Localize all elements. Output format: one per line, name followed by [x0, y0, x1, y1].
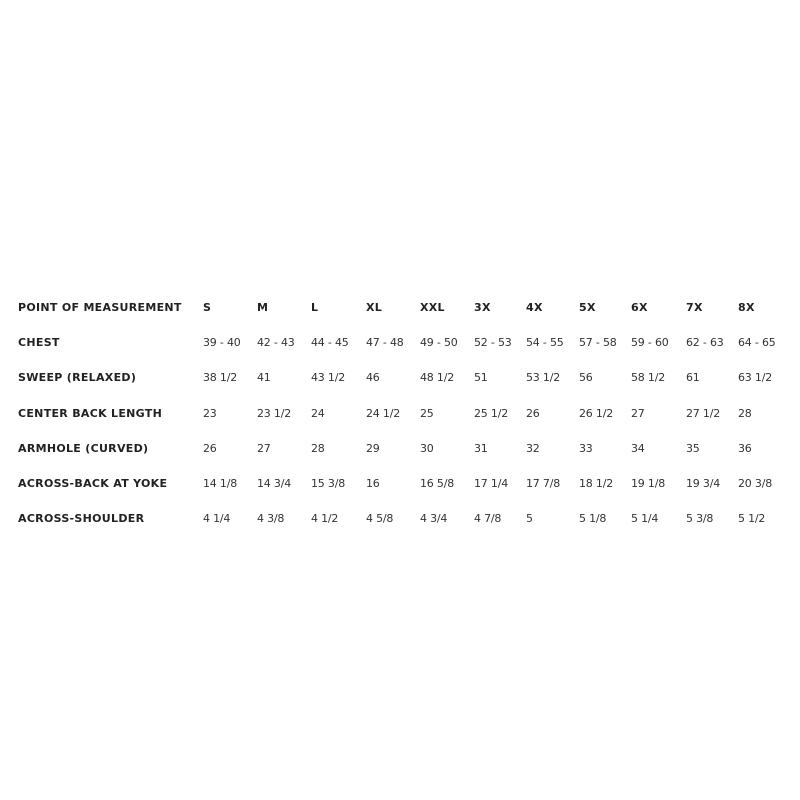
- row-label: CENTER BACK LENGTH: [18, 406, 163, 420]
- table-cell: 16 5/8: [420, 477, 454, 491]
- table-cell: 27 1/2: [686, 406, 720, 420]
- table-cell: 5 3/8: [686, 512, 714, 526]
- table-cell: 23 1/2: [257, 406, 291, 420]
- table-cell: 4 3/4: [420, 512, 448, 526]
- table-cell: 19 1/8: [631, 477, 665, 491]
- table-cell: 49 - 50: [420, 336, 458, 350]
- table-cell: 4 1/2: [311, 512, 339, 526]
- table-cell: 16: [366, 477, 380, 491]
- table-cell: 5 1/2: [738, 512, 766, 526]
- header-size-5x: 5X: [579, 301, 596, 315]
- header-size-4x: 4X: [526, 301, 543, 315]
- table-cell: 36: [738, 441, 752, 455]
- table-cell: 29: [366, 441, 380, 455]
- table-cell: 4 3/8: [257, 512, 285, 526]
- header-row: [18, 290, 788, 325]
- table-cell: 26: [203, 441, 217, 455]
- table-cell: 41: [257, 371, 271, 385]
- table-cell: 33: [579, 441, 593, 455]
- header-size-m: M: [257, 301, 269, 315]
- table-cell: 30: [420, 441, 434, 455]
- table-row-center-back-length: [18, 396, 788, 431]
- table-cell: 53 1/2: [526, 371, 560, 385]
- table-cell: 31: [474, 441, 488, 455]
- table-cell: 28: [738, 406, 752, 420]
- header-size-xxl: XXL: [420, 301, 445, 315]
- header-size-8x: 8X: [738, 301, 755, 315]
- table-cell: 15 3/8: [311, 477, 345, 491]
- table-cell: 4 5/8: [366, 512, 394, 526]
- header-size-l: L: [311, 301, 319, 315]
- table-cell: 24: [311, 406, 325, 420]
- table-cell: 17 7/8: [526, 477, 560, 491]
- table-cell: 26 1/2: [579, 406, 613, 420]
- table-cell: 51: [474, 371, 488, 385]
- row-label: ACROSS-SHOULDER: [18, 512, 145, 526]
- table-cell: 44 - 45: [311, 336, 349, 350]
- table-cell: 54 - 55: [526, 336, 564, 350]
- header-size-xl: XL: [366, 301, 383, 315]
- table-cell: 18 1/2: [579, 477, 613, 491]
- table-cell: 62 - 63: [686, 336, 724, 350]
- row-label: ACROSS-BACK AT YOKE: [18, 477, 168, 491]
- table-cell: 63 1/2: [738, 371, 772, 385]
- table-cell: 14 3/4: [257, 477, 291, 491]
- table-cell: 58 1/2: [631, 371, 665, 385]
- table-cell: 42 - 43: [257, 336, 295, 350]
- table-cell: 34: [631, 441, 645, 455]
- row-label: ARMHOLE (CURVED): [18, 441, 149, 455]
- table-cell: 47 - 48: [366, 336, 404, 350]
- table-cell: 59 - 60: [631, 336, 669, 350]
- row-label: SWEEP (RELAXED): [18, 371, 137, 385]
- table-cell: 5 1/8: [579, 512, 607, 526]
- header-size-7x: 7X: [686, 301, 703, 315]
- table-cell: 52 - 53: [474, 336, 512, 350]
- table-cell: 19 3/4: [686, 477, 720, 491]
- table-cell: 5: [526, 512, 533, 526]
- table-cell: 39 - 40: [203, 336, 241, 350]
- table-cell: 17 1/4: [474, 477, 508, 491]
- table-cell: 25 1/2: [474, 406, 508, 420]
- table-row-chest: [18, 325, 788, 360]
- header-point-of-measurement: POINT OF MEASUREMENT: [18, 301, 182, 315]
- table-cell: 46: [366, 371, 380, 385]
- table-cell: 38 1/2: [203, 371, 237, 385]
- table-cell: 43 1/2: [311, 371, 345, 385]
- table-cell: 48 1/2: [420, 371, 454, 385]
- header-size-6x: 6X: [631, 301, 648, 315]
- table-cell: 5 1/4: [631, 512, 659, 526]
- table-cell: 4 7/8: [474, 512, 502, 526]
- table-cell: 28: [311, 441, 325, 455]
- table-cell: 23: [203, 406, 217, 420]
- table-cell: 27: [631, 406, 645, 420]
- table-cell: 26: [526, 406, 540, 420]
- size-chart-table: [18, 290, 788, 536]
- header-size-s: S: [203, 301, 212, 315]
- table-cell: 61: [686, 371, 700, 385]
- table-cell: 4 1/4: [203, 512, 231, 526]
- table-cell: 32: [526, 441, 540, 455]
- table-row-armhole-curved: [18, 431, 788, 466]
- table-cell: 56: [579, 371, 593, 385]
- table-row-sweep-relaxed: [18, 360, 788, 395]
- table-row-across-back-at-yoke: [18, 466, 788, 501]
- table-cell: 24 1/2: [366, 406, 400, 420]
- table-cell: 57 - 58: [579, 336, 617, 350]
- table-cell: 25: [420, 406, 434, 420]
- table-cell: 35: [686, 441, 700, 455]
- table-cell: 64 - 65: [738, 336, 776, 350]
- row-label: CHEST: [18, 336, 60, 350]
- table-cell: 20 3/8: [738, 477, 772, 491]
- header-size-3x: 3X: [474, 301, 491, 315]
- table-cell: 27: [257, 441, 271, 455]
- table-row-across-shoulder: [18, 501, 788, 536]
- table-cell: 14 1/8: [203, 477, 237, 491]
